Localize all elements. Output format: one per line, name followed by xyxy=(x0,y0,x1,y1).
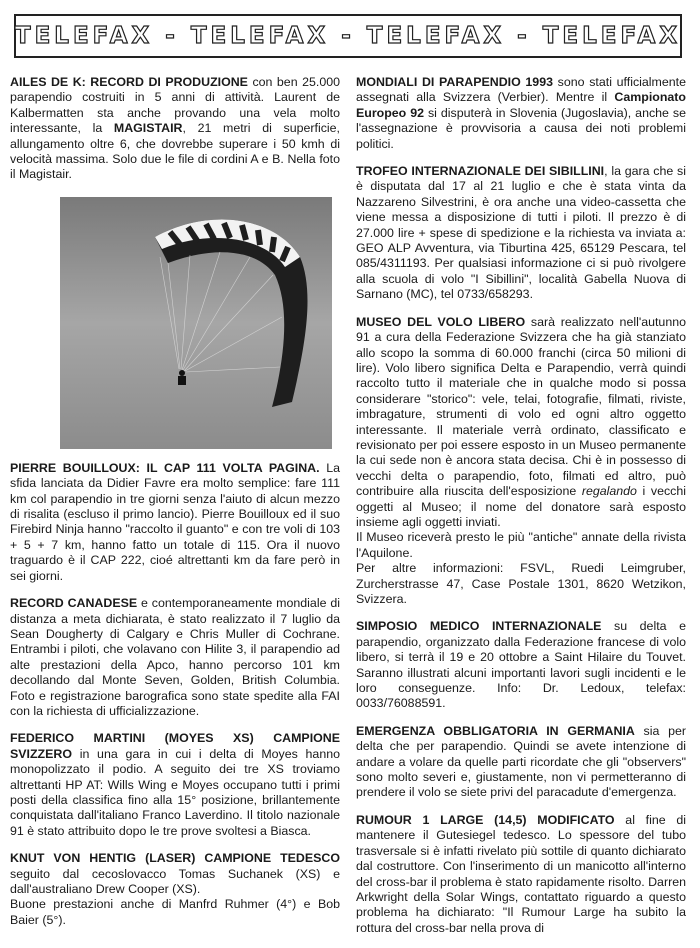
article-headline: RECORD CANADESE xyxy=(10,596,138,611)
article-body: seguito dal cecoslovacco Tomas Suchanek (XS) e dall'australiano Drew Cooper (XS). xyxy=(10,866,340,896)
article-federico-martini xyxy=(10,731,340,839)
article-body: , la gara che si è disputata dal 17 al 21 luglio e che è stata vinta da Nazzareno Silvestrini, è ora anche una video-cassetta che viene messa a disposizione di tutti i piloti. Il prezzo è di 27.000 lire + spese di spedizione e la richiesta va inviata a: GEO ALP Avventura, via Tiburtina 425, 65129 Pescara, tel 085/4311193. Per qualsiasi informazione ci si può rivolgere alla scuola di volo "I Sibillini", località Gabella Nuova di Sarnano (MC), tel 0733/658293. xyxy=(356,164,686,302)
article-body-p4: Per altre informazioni: FSVL, Ruedi Leimgruber, Zurcherstrasse 47, Case Postale 1301, 8620 Wetzikon, Svizzera. xyxy=(356,561,686,606)
article-simposio-medico xyxy=(356,619,686,711)
article-museo-volo-libero xyxy=(356,315,686,608)
article-body: sarà realizzato nell'autunno 91 a cura della Federazione Svizzera che ha già stanziato allo scopo la somma di 60.000 franchi (circa 50 milioni di lire). Volo libero significa Delta e Parapendio, verrà quindi raccolto tutto il materiale che in qualche modo si possa considerare "storico": vele, telai, fotografie, filmati, riviste, imbragature, strumenti di volo ed ogni altro oggetto interessante. Il materiale verrà ordinato, classificato e revisionato per poi essere esposto in un Museo permanente la cui sede non è ancora stata decisa. Chi è in possesso di vecchi delta o parapendio, foto, filmati ed altro, può contribuire alla riuscita dell'esposizione xyxy=(356,314,686,499)
article-body: La sfida lanciata da Didier Favre era molto semplice: fare 111 km col parapendio in tre giorni senza l'aiuto di alcun mezzo di risalita (escluso il primo lancio). Pierre Bouilloux ed il suo Firebird Ninja hanno "raccolto il guanto" e con tre voli di 103 + 5 + 7 km, hanno fatto un totale di 115. Ora il nuovo traguardo è il CAP 222, cioé altrettanti km da fare però in sei giorni. xyxy=(10,460,340,583)
emphasis: regalando xyxy=(581,484,637,499)
article-body-cont: si disputerà in Slovenia (Jugoslavia), anche se l'assegnazione è provvisoria a causa dei noti problemi politici. xyxy=(356,105,687,151)
article-pierre-bouilloux xyxy=(10,461,340,584)
magistair-photo xyxy=(60,197,332,449)
article-headline: SIMPOSIO MEDICO INTERNAZIONALE xyxy=(356,619,602,634)
article-ailes-de-k xyxy=(10,75,340,183)
article-body-cont: Buone prestazioni anche di Manfrd Ruhmer (4°) e Bob Baier (5°). xyxy=(10,897,340,927)
article-headline: AILES DE K: RECORD DI PRODUZIONE xyxy=(10,75,248,89)
telefax-banner xyxy=(14,14,682,58)
article-body: al fine di mantenere il Gutesiegel tedesco. Lo spessore del tubo trasversale si è infatti rivelato più sottile di quanto dichiarato dal costruttore. Con l'inserimento di un manicotto all'interno del cross-bar il problema è stato rapidamente risolto. Darren Arkwright della Solar Wings, contattato riguardo a questo problema ha dichiarato: "Il Rumour Large ha subito la rottura del cross-bar nella prova di xyxy=(356,812,687,935)
article-headline: MUSEO DEL VOLO LIBERO xyxy=(356,314,526,329)
article-record-canadese xyxy=(10,596,340,719)
event-name: Campionato Europeo 92 xyxy=(356,90,686,120)
article-knut-von-hentig xyxy=(10,851,340,928)
article-headline: PIERRE BOUILLOUX: IL CAP 111 VOLTA PAGINA. xyxy=(10,460,320,475)
article-body: in una gara in cui i delta di Moyes hanno monopolizzato il podio. A seguito dei tre XS troviamo altrettanti HP AT: Wills Wing e Moyes occupano tutti i primi posti della classifica fino alla 15° posizione, brillantemente conquistata dall'italiano Franco Laverdino. Il titolo nazionale 91 è stato attribuito dopo le tre prove svoltesi a Biasca. xyxy=(10,746,340,838)
article-body: su delta e parapendio, organizzato dalla Federazione francese di volo libero, si terrà il 19 e 20 ottobre a Saint Hilaire du Touvet. Saranno illustrati alcuni importanti lavori sugli incidenti e le loro conseguenze. Info: Dr. Ledoux, telefax: 0033/76088591. xyxy=(356,619,686,711)
article-body: con ben 25.000 parapendio costruiti in 5 anni di attività. Laurent de Kalbermatten sta anche provando una vela molto interessante, la xyxy=(10,75,340,136)
article-mondiali xyxy=(356,75,686,152)
article-headline: MONDIALI DI PARAPENDIO 1993 xyxy=(356,75,553,89)
article-body-cont: i vecchi oggetti al Museo; il nome del donatore sarà esposto insieme agli oggetti inviati. xyxy=(356,484,686,529)
article-body-cont: , 21 metri di superficie, allungamento oltre 6, che dovrebbe superare i 50 kmh di velocità massima. Solo due le file di cordini A e B. Nella foto il Magistair. xyxy=(10,121,340,182)
right-column xyxy=(356,75,686,948)
article-body: sia per delta che per parapendio. Quindi se avete intenzione di andare a volare da quelle parti ricordate che gli "observers" sono molto severi e, giustamente, non vi permetteranno di prendere il volo se siete privi del paracadute d'emergenza. xyxy=(356,723,686,800)
banner-title: TELEFAX - TELEFAX - TELEFAX - TELEFAX xyxy=(14,23,682,49)
article-headline: FEDERICO MARTINI (MOYES XS) CAMPIONE SVIZZERO xyxy=(10,731,340,761)
article-emergenza-germania xyxy=(356,724,686,801)
article-body: sono stati ufficialmente assegnati alla Svizzera (Verbier). Mentre il xyxy=(356,75,686,105)
article-body: e contemporaneamente mondiale di distanza a meta dichiarata, è stato realizzato il 7 luglio da Sean Dougherty di Calgary e Chris Muller di Cochrane. Entrambi i piloti, che volavano con Hilite 3, il parapendio ad alte prestazioni della Apco, hanno percorso 101 km decollando dal Monte Seven, Golden, British Columbia. Foto e registrazione barografica sono state spedite alla FAI con la richiesta di ufficializzazione. xyxy=(10,596,340,718)
product-name: MAGISTAIR xyxy=(113,121,183,136)
article-headline: TROFEO INTERNAZIONALE DEI SIBILLINI xyxy=(356,164,605,179)
left-column xyxy=(10,75,340,940)
article-body-p3: Il Museo riceverà presto le più "antiche" annate della rivista l'Aquilone. xyxy=(356,530,686,560)
article-trofeo-sibillini xyxy=(356,164,686,303)
article-headline: RUMOUR 1 LARGE (14,5) MODIFICATO xyxy=(356,812,615,827)
article-rumour-large xyxy=(356,813,686,936)
article-headline: KNUT VON HENTIG (LASER) CAMPIONE TEDESCO xyxy=(10,851,340,866)
article-headline: EMERGENZA OBBLIGATORIA IN GERMANIA xyxy=(356,723,635,738)
paraglider-illustration xyxy=(60,197,332,449)
